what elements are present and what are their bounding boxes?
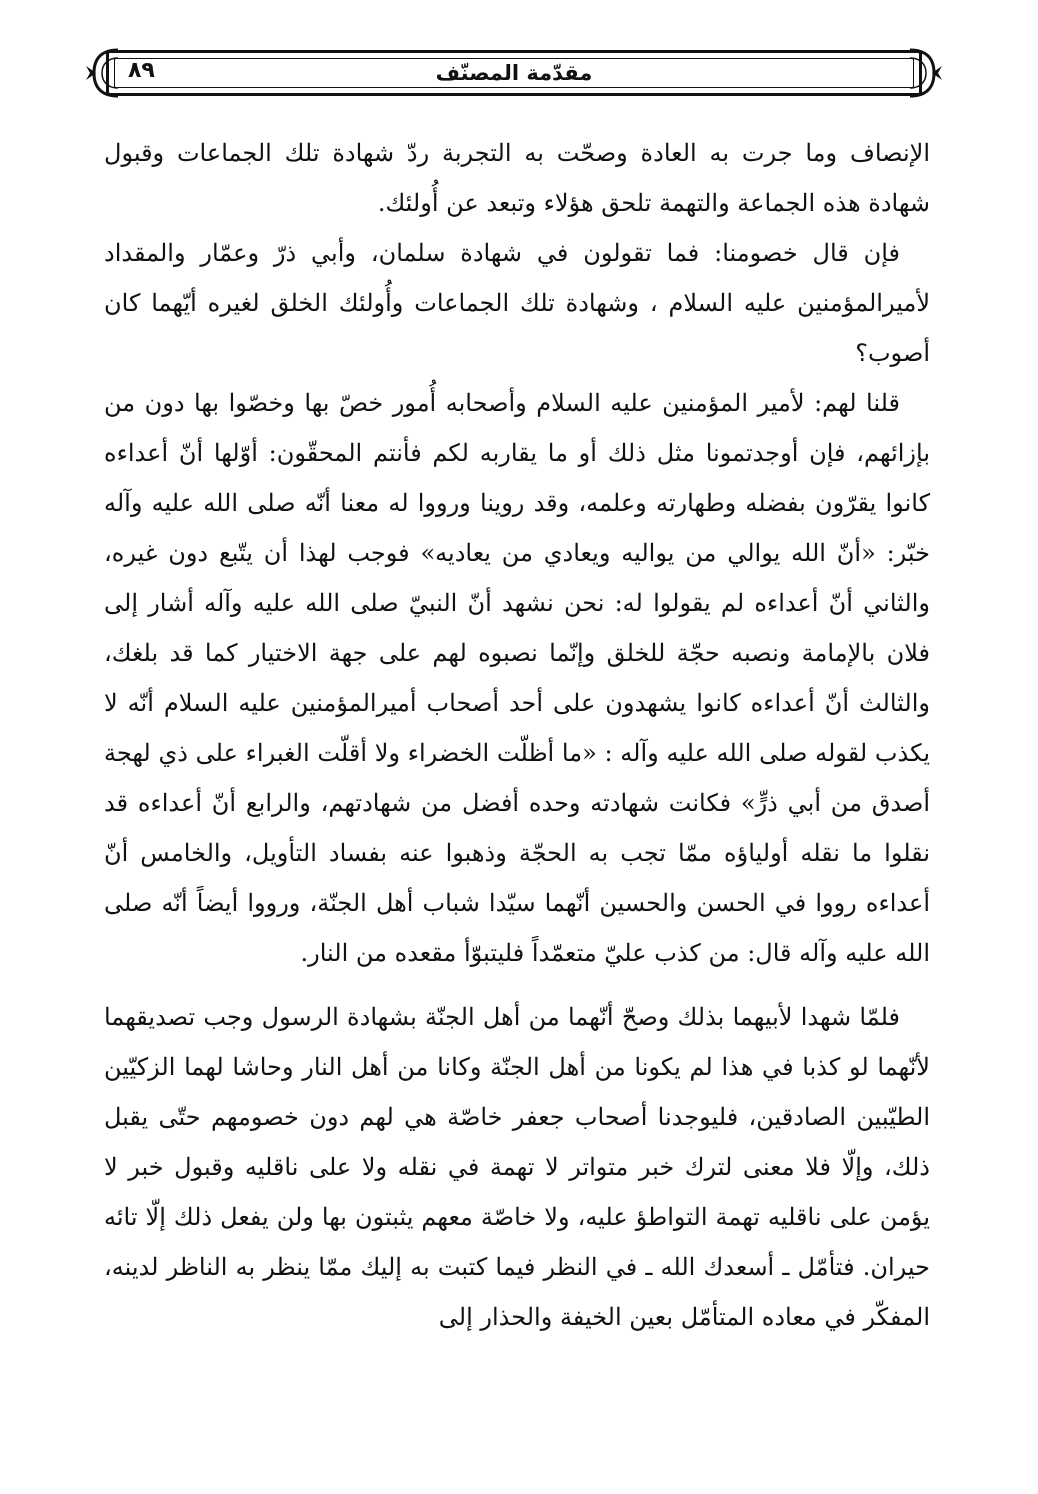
paragraph: قلنا لهم: لأمير المؤمنين عليه السلام وأصحابه أُمور خصّ بها وخصّوا بها دون من بإزائهم، فإن أوجدتمونا مثل ذلك أو ما يقاربه لكم فأنتم المحقّون: أوّلها أنّ أعداءه كانوا يقرّون بفضله وطهارته وعلمه، وقد روينا ورووا له معنا أنّه صلى الله عليه وآله خبّر: «أنّ الله يوالي من يواليه ويعادي من يعاديه» فوجب لهذا أن يتّبع دون غيره، والثاني أنّ أعداءه لم يقولوا له: نحن نشهد أنّ النبيّ صلى الله عليه وآله أشار إلى فلان بالإمامة ونصبه حجّة للخلق وإنّما نصبوه لهم على جهة الاختيار كما قد بلغك، والثالث أنّ أعداءه كانوا يشهدون على أحد أصحاب أميرالمؤمنين عليه السلام أنّه لا يكذب لقوله صلى الله عليه وآله : «ما أظلّت الخضراء ولا أقلّت الغبراء على ذي لهجة أصدق من أبي ذرٍّ» فكانت شهادته وحده أفضل من شهادتهم، والرابع أنّ أعداءه قد نقلوا ما نقله أولياؤه ممّا تجب به الحجّة وذهبوا عنه بفساد التأويل، والخامس أنّ أعداءه رووا في الحسن والحسين أنّهما سيّدا شباب أهل الجنّة، ورووا أيضاً أنّه صلى الله عليه وآله قال: من كذب عليّ متعمّداً فليتبوّأ مقعده من النار. <box>104 389 931 967</box>
running-header <box>84 44 944 102</box>
running-title: مقدّمة المصنّف <box>435 61 593 85</box>
page-body <box>104 128 930 1342</box>
page-number: ٨٩ <box>128 58 155 83</box>
paragraph: فلمّا شهدا لأبيهما بذلك وصحّ أنّهما من أهل الجنّة بشهادة الرسول وجب تصديقهما لأنّهما لو كذبا في هذا لم يكونا من أهل الجنّة وكانا من أهل النار وحاشا لهما الزكيّين الطيّبين الصادقين، فليوجدنا أصحاب جعفر خاصّة هي لهم دون خصومهم حتّى يقبل ذلك، وإلّا فلا معنى لترك خبر متواتر لا تهمة في نقله ولا على ناقليه وقبول خبر لا يؤمن على ناقليه تهمة التواطؤ عليه، ولا خاصّة معهم يثبتون بها ولن يفعل ذلك إلّا تائه حيران. فتأمّل ـ أسعدك الله ـ في النظر فيما كتبت به إليك ممّا ينظر به الناظر لدينه، المفكّر في معاده المتأمّل بعين الخيفة والحذار إلى <box>104 1003 930 1331</box>
paragraph: فإن قال خصومنا: فما تقولون في شهادة سلمان، وأبي ذرّ وعمّار والمقداد لأميرالمؤمنين عليه السلام ، وشهادة تلك الجماعات وأُولئك الخلق لغيره أيّهما كان أصوب؟ <box>104 239 931 367</box>
paragraph: الإنصاف وما جرت به العادة وصحّت به التجربة ردّ شهادة تلك الجماعات وقبول شهادة هذه الجماعة والتهمة تلحق هؤلاء وتبعد عن أُولئك. <box>104 139 930 217</box>
